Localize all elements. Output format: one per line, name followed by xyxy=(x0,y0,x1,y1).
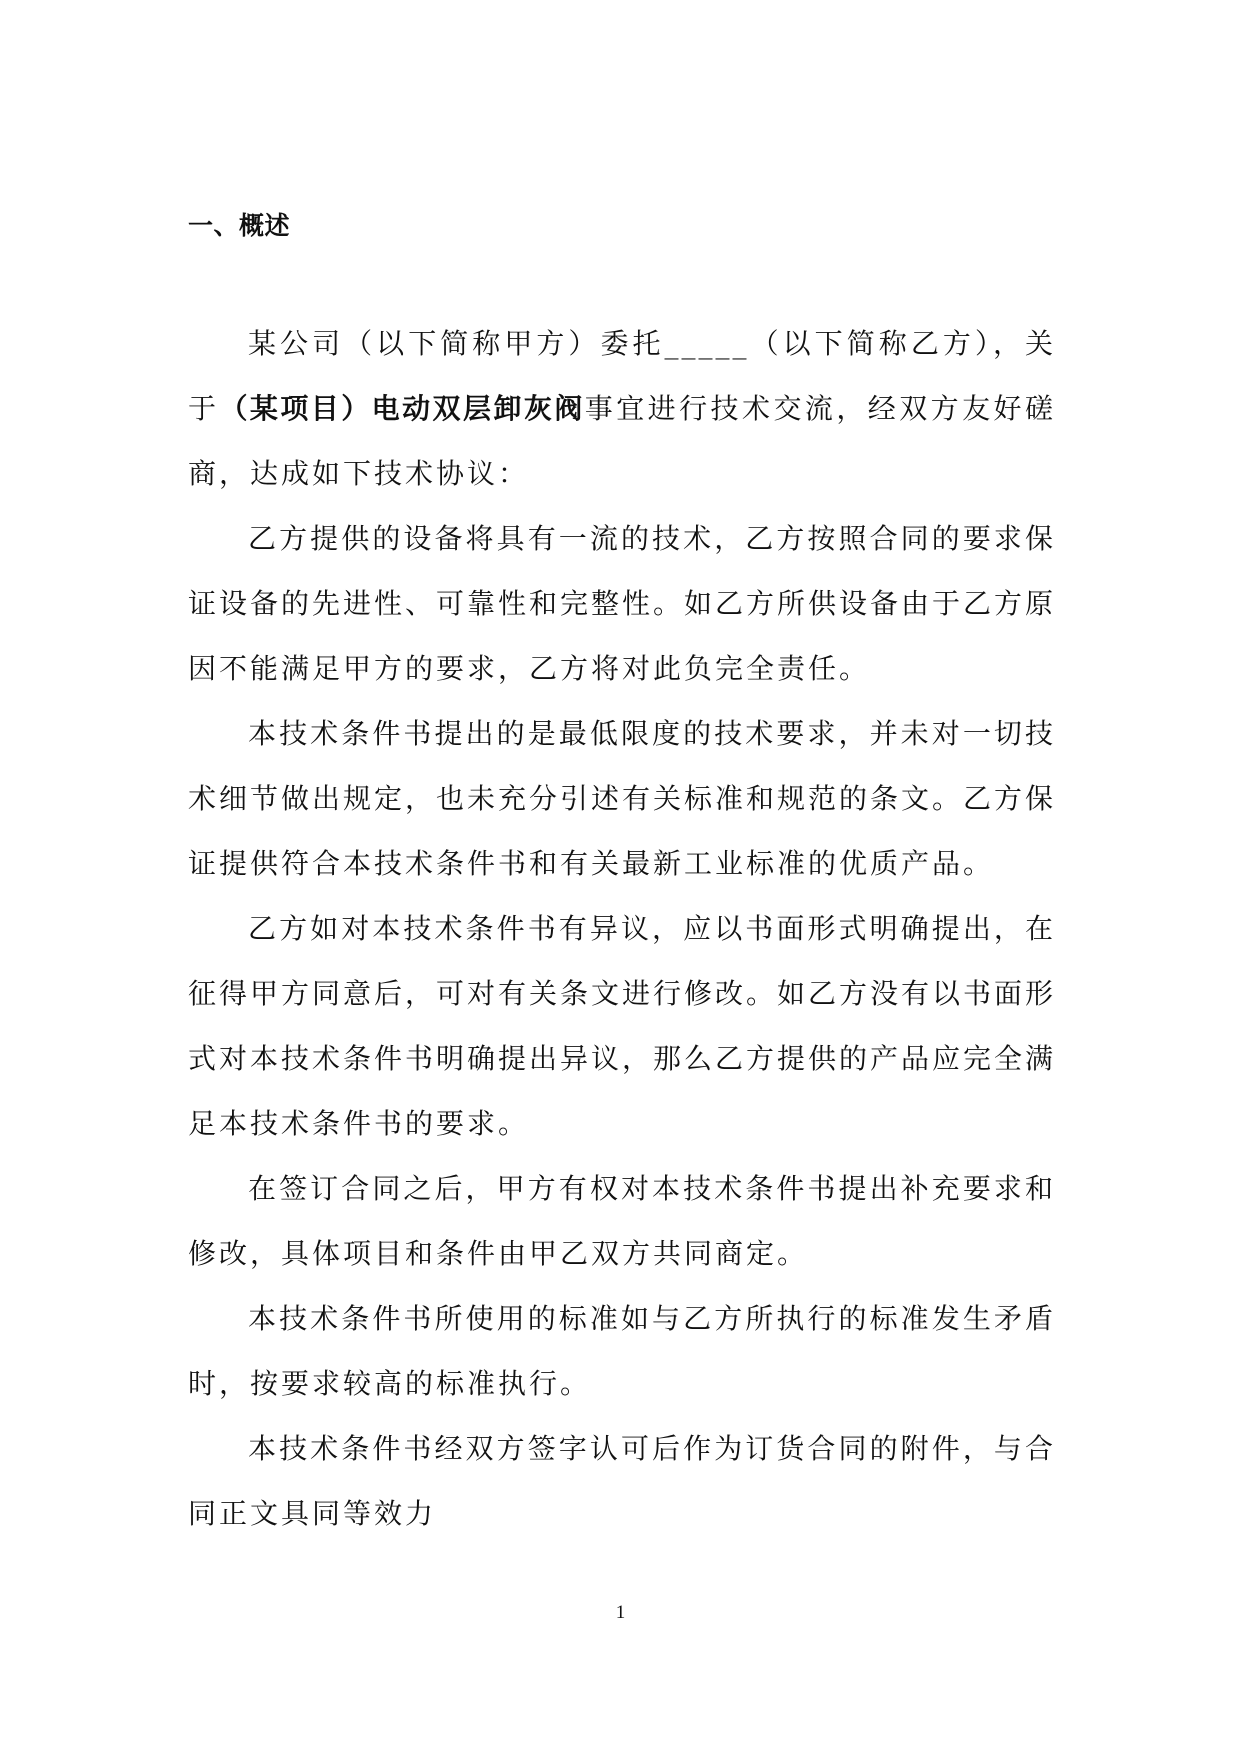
paragraph-minimum-requirements: 本技术条件书提出的是最低限度的技术要求，并未对一切技术细节做出规定，也未充分引述有关标准和规范的条文。乙方保证提供符合本技术条件书和有关最新工业标准的优质产品。 xyxy=(188,717,1057,880)
paragraph-standards-conflict: 本技术条件书所使用的标准如与乙方所执行的标准发生矛盾时，按要求较高的标准执行。 xyxy=(188,1302,1056,1400)
page-number: 1 xyxy=(615,1602,626,1623)
intro-paragraph xyxy=(188,311,1056,506)
paragraph-equipment-quality: 乙方提供的设备将具有一流的技术，乙方按照合同的要求保证设备的先进性、可靠性和完整性。如乙方所供设备由于乙方原因不能满足甲方的要求，乙方将对此负完全责任。 xyxy=(188,522,1057,685)
section-heading: 一、概述 xyxy=(188,211,291,240)
paragraph-objections: 乙方如对本技术条件书有异议，应以书面形式明确提出，在征得甲方同意后，可对有关条文进行修改。如乙方没有以书面形式对本技术条件书明确提出异议，那么乙方提供的产品应完全满足本技术条件书的要求。 xyxy=(188,912,1057,1140)
paragraph-contract-annex: 本技术条件书经双方签字认可后作为订货合同的附件，与合同正文具同等效力 xyxy=(188,1432,1056,1530)
project-name-bold: （某项目）电动双层卸灰阀 xyxy=(219,392,585,425)
document-body xyxy=(188,311,1056,1546)
intro-text-part1: 某公司（以下简称甲方）委托_____（以下简称乙方），关于 xyxy=(188,327,1056,425)
intro-text-part2: 事宜进行技术交流，经双方友好磋商，达成如下技术协议： xyxy=(188,392,1056,490)
paragraph-supplements: 在签订合同之后，甲方有权对本技术条件书提出补充要求和修改，具体项目和条件由甲乙双方共同商定。 xyxy=(188,1172,1056,1270)
